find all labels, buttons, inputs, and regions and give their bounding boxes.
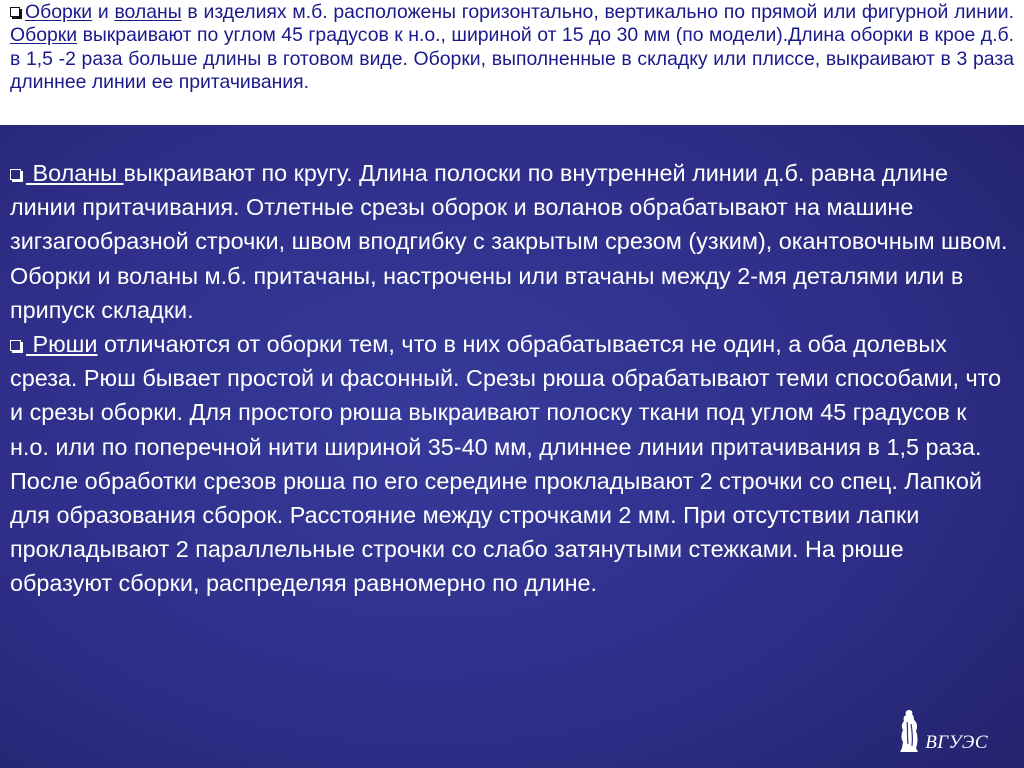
term-volany-heading: Воланы [26,160,124,186]
ryushi-text: отличаются от оборки тем, что в них обрабатывается не один, а оба долевых среза. Рюш бывает простой и фасонный. Срезы рюша обрабатывают теми способами, что и срезы оборки. Для простого рюша выкраивают полоску ткани под углом 45 градусов к н.о. или по поперечной нити шириной 35-40 мм, длиннее линии притачивания в 1,5 раза. После обработки срезов рюша по его середине прокладывают 2 строчки со спец. Лапкой для образования сборок. Расстояние между строчками 2 мм. При отсутствии лапки прокладывают 2 параллельные строчки со слабо затянутыми стежками. На рюше образуют сборки, распределяя равномерно по длине. [10,331,1002,597]
logo-text: ВГУЭС [925,732,988,753]
term-oborki-2: Оборки [10,24,78,47]
term-ryushi-heading: Рюши [26,331,98,358]
checkbox-bullet-icon [10,340,21,351]
intro-paragraph [10,1,1014,95]
intro-connector: и [92,1,115,23]
term-oborki: Оборки [25,1,93,23]
volany-text: выкраивают по кругу. Длина полоски по внутренней линии д.б. равна длине линии притачивания. Отлетные срезы оборок и воланов обрабатывают на машине зигзагообразной строчки, швом вподгибку с закрытым срезом (узким), окантовочным швом. Оборки и воланы м.б. притачаны, настрочены или втачаны между 2-мя деталями или в припуск складки. [10,160,1008,323]
checkbox-bullet-icon [10,7,20,17]
statue-icon [896,708,922,754]
intro-text-1: в изделиях м.б. расположены горизонтально, вертикально по прямой или фигурной линии. [181,1,1015,23]
intro-box [0,0,1024,125]
checkbox-bullet-icon [10,169,21,180]
term-volany: воланы [114,1,182,23]
intro-text-2: выкраивают по углом 45 градусов к н.о., шириной от 15 до 30 мм (по модели).Длина оборки в крое д.б. в 1,5 -2 раза больше длины в готовом виде. Оборки, выполненные в складку или плиссе, выкраивают в 3 раза длиннее линии ее притачивания. [10,24,1014,94]
university-logo [896,708,988,754]
main-content [10,156,1010,601]
ryushi-paragraph [10,327,1010,601]
volany-paragraph [10,156,1010,327]
